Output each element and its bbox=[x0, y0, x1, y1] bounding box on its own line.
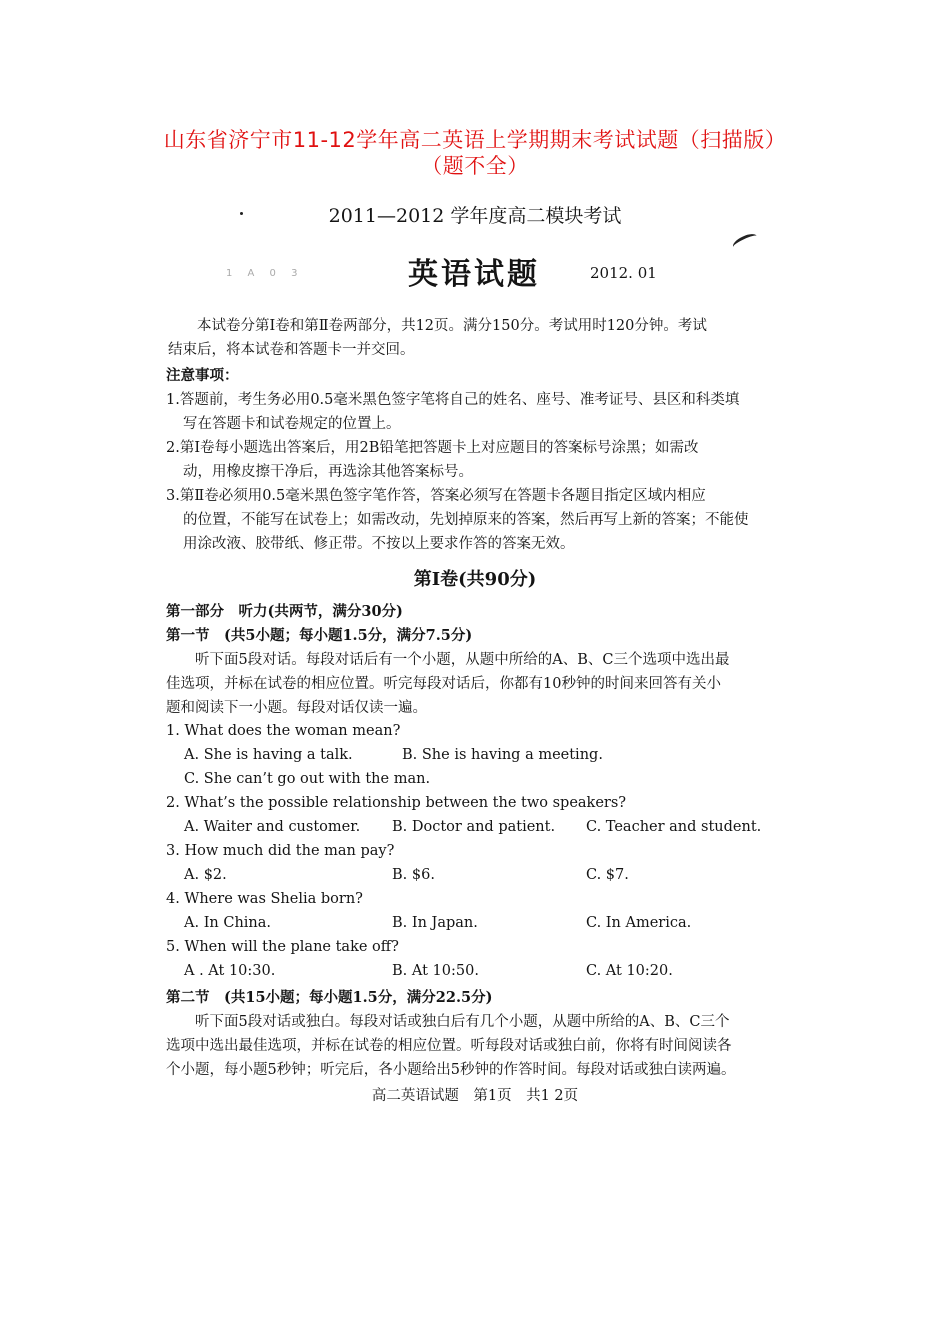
option-c: C. In America. bbox=[586, 915, 692, 931]
option-b: B. $6. bbox=[392, 867, 435, 883]
instruction-line: 听下面5段对话或独白。每段对话或独白后有几个小题，从题中所给的A、B、C三个 bbox=[195, 1014, 730, 1030]
notice-item-cont: 的位置，不能写在试卷上；如需改动，先划掉原来的答案，然后再写上新的答案；不能使 bbox=[183, 512, 749, 528]
exam-date: 2012. 01 bbox=[590, 264, 657, 282]
section-heading: 第二节 (共15小题；每小题1.5分，满分22.5分) bbox=[166, 989, 493, 1006]
page-footer: 高二英语试题 第1页 共1 2页 bbox=[371, 1088, 579, 1104]
intro-line: 结束后，将本试卷和答题卡一并交回。 bbox=[168, 342, 415, 358]
question-5: 5. When will the plane take off? bbox=[166, 939, 399, 955]
notice-heading: 注意事项： bbox=[166, 367, 239, 384]
document-title-note: （题不全） bbox=[421, 154, 529, 178]
exam-subtitle: 2011—2012 学年度高二模块考试 bbox=[328, 205, 622, 227]
question-2: 2. What’s the possible relationship between the two speakers? bbox=[166, 795, 627, 811]
notice-item-cont: 动，用橡皮擦干净后，再选涂其他答案标号。 bbox=[183, 464, 473, 480]
question-4: 4. Where was Shelia born? bbox=[166, 891, 363, 907]
question-3: 3. How much did the man pay? bbox=[166, 843, 395, 859]
instruction-line: 佳选项，并标在试卷的相应位置。听完每段对话后，你都有10秒钟的时间来回答有关小 bbox=[166, 676, 721, 692]
notice-item: 1.答题前，考生务必用0.5毫米黑色签字笔将自己的姓名、座号、准考证号、县区和科类填 bbox=[166, 392, 740, 408]
section-heading: 第一节 (共5小题；每小题1.5分，满分7.5分) bbox=[166, 627, 473, 644]
intro-line: 本试卷分第Ⅰ卷和第Ⅱ卷两部分，共12页。满分150分。考试用时120分钟。考试 bbox=[197, 318, 707, 334]
instruction-line: 选项中选出最佳选项，并标在试卷的相应位置。听每段对话或独白前，你将有时间阅读各 bbox=[166, 1038, 732, 1054]
part1-block bbox=[166, 600, 796, 720]
option-a: A. $2. bbox=[184, 867, 227, 883]
intro-block bbox=[168, 314, 788, 362]
document-title: 山东省济宁市11-12学年高二英语上学期期末考试试题（扫描版） bbox=[163, 128, 787, 152]
notice-item-cont: 写在答题卡和试卷规定的位置上。 bbox=[183, 416, 401, 432]
instruction-line: 个小题，每小题5秒钟；听完后，各小题给出5秒钟的作答时间。每段对话或独白读两遍。 bbox=[166, 1062, 736, 1078]
option-c: C. At 10:20. bbox=[586, 963, 673, 979]
scan-mark bbox=[731, 231, 759, 252]
option-b: B. She is having a meeting. bbox=[402, 747, 603, 763]
notice-item: 3.第Ⅱ卷必须用0.5毫米黑色签字笔作答，答案必须写在答题卡各题目指定区域内相应 bbox=[166, 488, 706, 504]
question-1: 1. What does the woman mean? bbox=[166, 723, 401, 739]
option-a: A. In China. bbox=[184, 915, 272, 931]
option-b: B. Doctor and patient. bbox=[392, 819, 556, 835]
option-c: C. Teacher and student. bbox=[586, 819, 762, 835]
exam-title: 英语试题 bbox=[408, 257, 540, 292]
option-a: A. Waiter and customer. bbox=[184, 819, 361, 835]
option-c: C. $7. bbox=[586, 867, 629, 883]
option-b: B. At 10:50. bbox=[392, 963, 479, 979]
option-b: B. In Japan. bbox=[392, 915, 478, 931]
faint-scan-text: 1 A 0 3 bbox=[226, 268, 304, 279]
section2-block bbox=[166, 986, 796, 1082]
option-a: A. She is having a talk. bbox=[184, 747, 353, 763]
part-heading: 第一部分 听力(共两节，满分30分) bbox=[166, 603, 403, 620]
scan-speck bbox=[240, 212, 243, 215]
notice-item: 2.第Ⅰ卷每小题选出答案后，用2B铅笔把答题卡上对应题目的答案标号涂黑；如需改 bbox=[166, 440, 699, 456]
volume-heading: 第Ⅰ卷(共90分) bbox=[413, 569, 537, 590]
option-c: C. She can’t go out with the man. bbox=[184, 771, 431, 787]
instruction-line: 题和阅读下一小题。每段对话仅读一遍。 bbox=[166, 700, 427, 716]
notice-item-cont: 用涂改液、胶带纸、修正带。不按以上要求作答的答案无效。 bbox=[183, 536, 575, 552]
notice-block bbox=[166, 364, 786, 556]
instruction-line: 听下面5段对话。每段对话后有一个小题，从题中所给的A、B、C三个选项中选出最 bbox=[195, 652, 730, 668]
option-a: A . At 10:30. bbox=[184, 963, 276, 979]
